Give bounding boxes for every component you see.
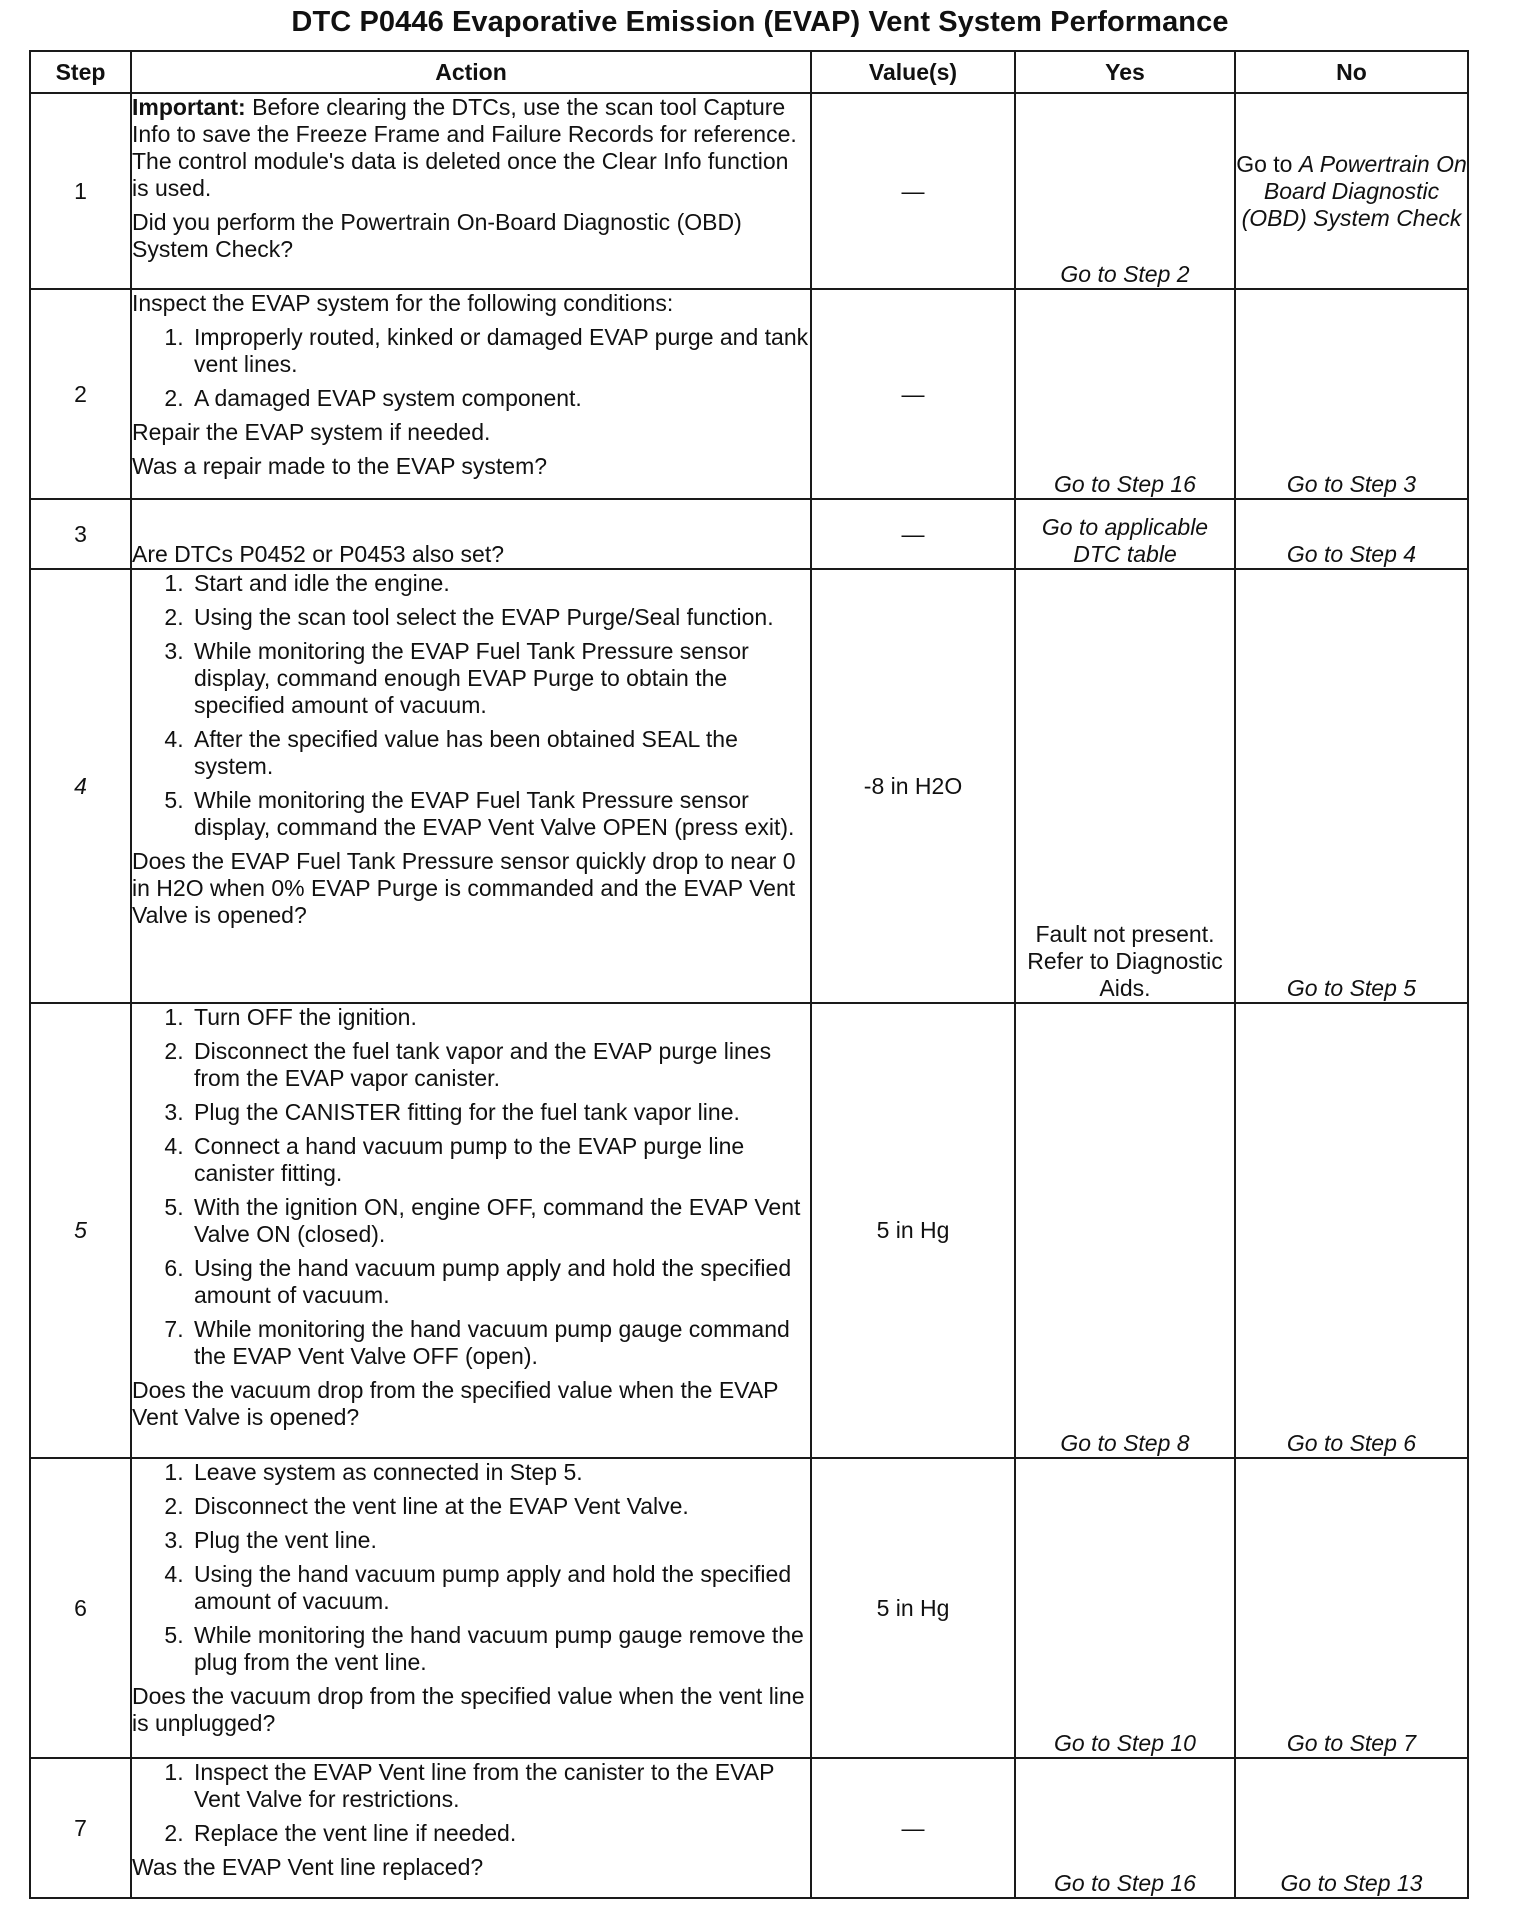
table-row [30,569,1468,1003]
action-step-item: 3. Plug the vent line. [190,1527,810,1554]
yes-cell: Fault not present. Refer to Diagnostic Aids. [1015,569,1235,1003]
value-cell: 5 in Hg [811,1003,1015,1458]
value-cell: 5 in Hg [811,1458,1015,1758]
table-row [30,1458,1468,1758]
no-cell: Go to Step 7 [1235,1458,1468,1758]
action-question: Was the EVAP Vent line replaced? [132,1854,484,1880]
value-cell: — [811,289,1015,499]
action-step-item: 1. Improperly routed, kinked or damaged EVAP purge and tank vent lines. [190,324,810,378]
step-number: 4 [30,569,131,1003]
action-step-item: 2. Disconnect the vent line at the EVAP Vent Valve. [190,1493,810,1520]
action-step-item: 1. Start and idle the engine. [190,570,810,597]
table-row [30,93,1468,289]
step-number: 7 [30,1758,131,1898]
action-cell [131,289,811,499]
action-cell [131,93,811,289]
header-yes: Yes [1015,51,1235,93]
step-number: 3 [30,499,131,569]
header-action: Action [131,51,811,93]
action-question: Does the EVAP Fuel Tank Pressure sensor quickly drop to near 0 in H2O when 0% EVAP Purge is commanded and the EVAP Vent Valve is opened? [132,848,796,928]
action-step-item: 1. Leave system as connected in Step 5. [190,1459,810,1486]
table-row [30,1003,1468,1458]
page-title: DTC P0446 Evaporative Emission (EVAP) Vent System Performance [291,6,1229,38]
yes-cell: Go to Step 10 [1015,1458,1235,1758]
action-step-item: 3. While monitoring the EVAP Fuel Tank Pressure sensor display, command enough EVAP Purge to obtain the specified amount of vacuum. [190,638,810,719]
action-steps [132,1004,810,1370]
action-step-item: 5. While monitoring the hand vacuum pump gauge remove the plug from the vent line. [190,1622,810,1676]
yes-cell: Go to Step 16 [1015,289,1235,499]
action-step-item: 2. Replace the vent line if needed. [190,1820,810,1847]
important-label: Important: [132,94,246,120]
action-step-item: 4. Using the hand vacuum pump apply and hold the specified amount of vacuum. [190,1561,810,1615]
action-step-item: 1. Inspect the EVAP Vent line from the canister to the EVAP Vent Valve for restrictions. [190,1759,810,1813]
action-note: Repair the EVAP system if needed. [132,419,491,445]
step-number: 5 [30,1003,131,1458]
action-cell [131,1458,811,1758]
action-step-item: 4. After the specified value has been obtained SEAL the system. [190,726,810,780]
action-step-item: 7. While monitoring the hand vacuum pump gauge command the EVAP Vent Valve OFF (open). [190,1316,810,1370]
action-step-item: 5. While monitoring the EVAP Fuel Tank Pressure sensor display, command the EVAP Vent Valve OPEN (press exit). [190,787,810,841]
action-steps [132,1759,810,1847]
table-header-row [30,51,1468,93]
yes-cell: Go to applicable DTC table [1015,499,1235,569]
action-intro: Inspect the EVAP system for the following conditions: [132,290,674,316]
action-question: Are DTCs P0452 or P0453 also set? [132,541,505,567]
value-cell: — [811,499,1015,569]
value-cell: — [811,1758,1015,1898]
action-steps [132,570,810,841]
action-steps [132,324,810,412]
action-step-item: 1. Turn OFF the ignition. [190,1004,810,1031]
header-values: Value(s) [811,51,1015,93]
no-cell [1235,93,1468,289]
action-step-item: 5. With the ignition ON, engine OFF, command the EVAP Vent Valve ON (closed). [190,1194,810,1248]
action-step-item: 2. Disconnect the fuel tank vapor and the EVAP purge lines from the EVAP vapor canister. [190,1038,810,1092]
value-cell: -8 in H2O [811,569,1015,1003]
action-step-item: 4. Connect a hand vacuum pump to the EVAP purge line canister fitting. [190,1133,810,1187]
step-number: 1 [30,93,131,289]
no-cell: Go to Step 5 [1235,569,1468,1003]
action-cell [131,1003,811,1458]
no-cell: Go to Step 4 [1235,499,1468,569]
step-number: 2 [30,289,131,499]
header-step: Step [30,51,131,93]
yes-cell: Go to Step 2 [1015,93,1235,289]
action-step-item: 2. Using the scan tool select the EVAP Purge/Seal function. [190,604,810,631]
diagnostic-table [29,50,1469,1899]
action-question: Did you perform the Powertrain On-Board Diagnostic (OBD) System Check? [132,209,742,262]
action-cell [131,569,811,1003]
table-row [30,499,1468,569]
action-step-item: 3. Plug the CANISTER fitting for the fuel tank vapor line. [190,1099,810,1126]
no-prefix: Go to [1236,150,1299,177]
action-question: Was a repair made to the EVAP system? [132,453,548,479]
step-number: 6 [30,1458,131,1758]
no-cell: Go to Step 3 [1235,289,1468,499]
yes-cell: Go to Step 8 [1015,1003,1235,1458]
important-note [132,94,810,202]
header-no: No [1235,51,1468,93]
action-step-item: 6. Using the hand vacuum pump apply and hold the specified amount of vacuum. [190,1255,810,1309]
important-text: Before clearing the DTCs, use the scan tool Capture Info to save the Freeze Frame and Failure Records for reference. The control module's data is deleted once the Clear Info function is used. [132,94,797,201]
no-cell: Go to Step 13 [1235,1758,1468,1898]
action-cell [131,499,811,569]
table-row [30,289,1468,499]
table-row [30,1758,1468,1898]
action-question: Does the vacuum drop from the specified value when the EVAP Vent Valve is opened? [132,1377,779,1430]
action-step-item: 2. A damaged EVAP system component. [190,385,810,412]
action-steps [132,1459,810,1676]
no-link-text: A Powertrain On Board Diagnostic (OBD) System Check [1241,150,1467,231]
value-cell: — [811,93,1015,289]
no-cell: Go to Step 6 [1235,1003,1468,1458]
yes-cell: Go to Step 16 [1015,1758,1235,1898]
action-cell [131,1758,811,1898]
action-question: Does the vacuum drop from the specified value when the vent line is unplugged? [132,1683,805,1736]
